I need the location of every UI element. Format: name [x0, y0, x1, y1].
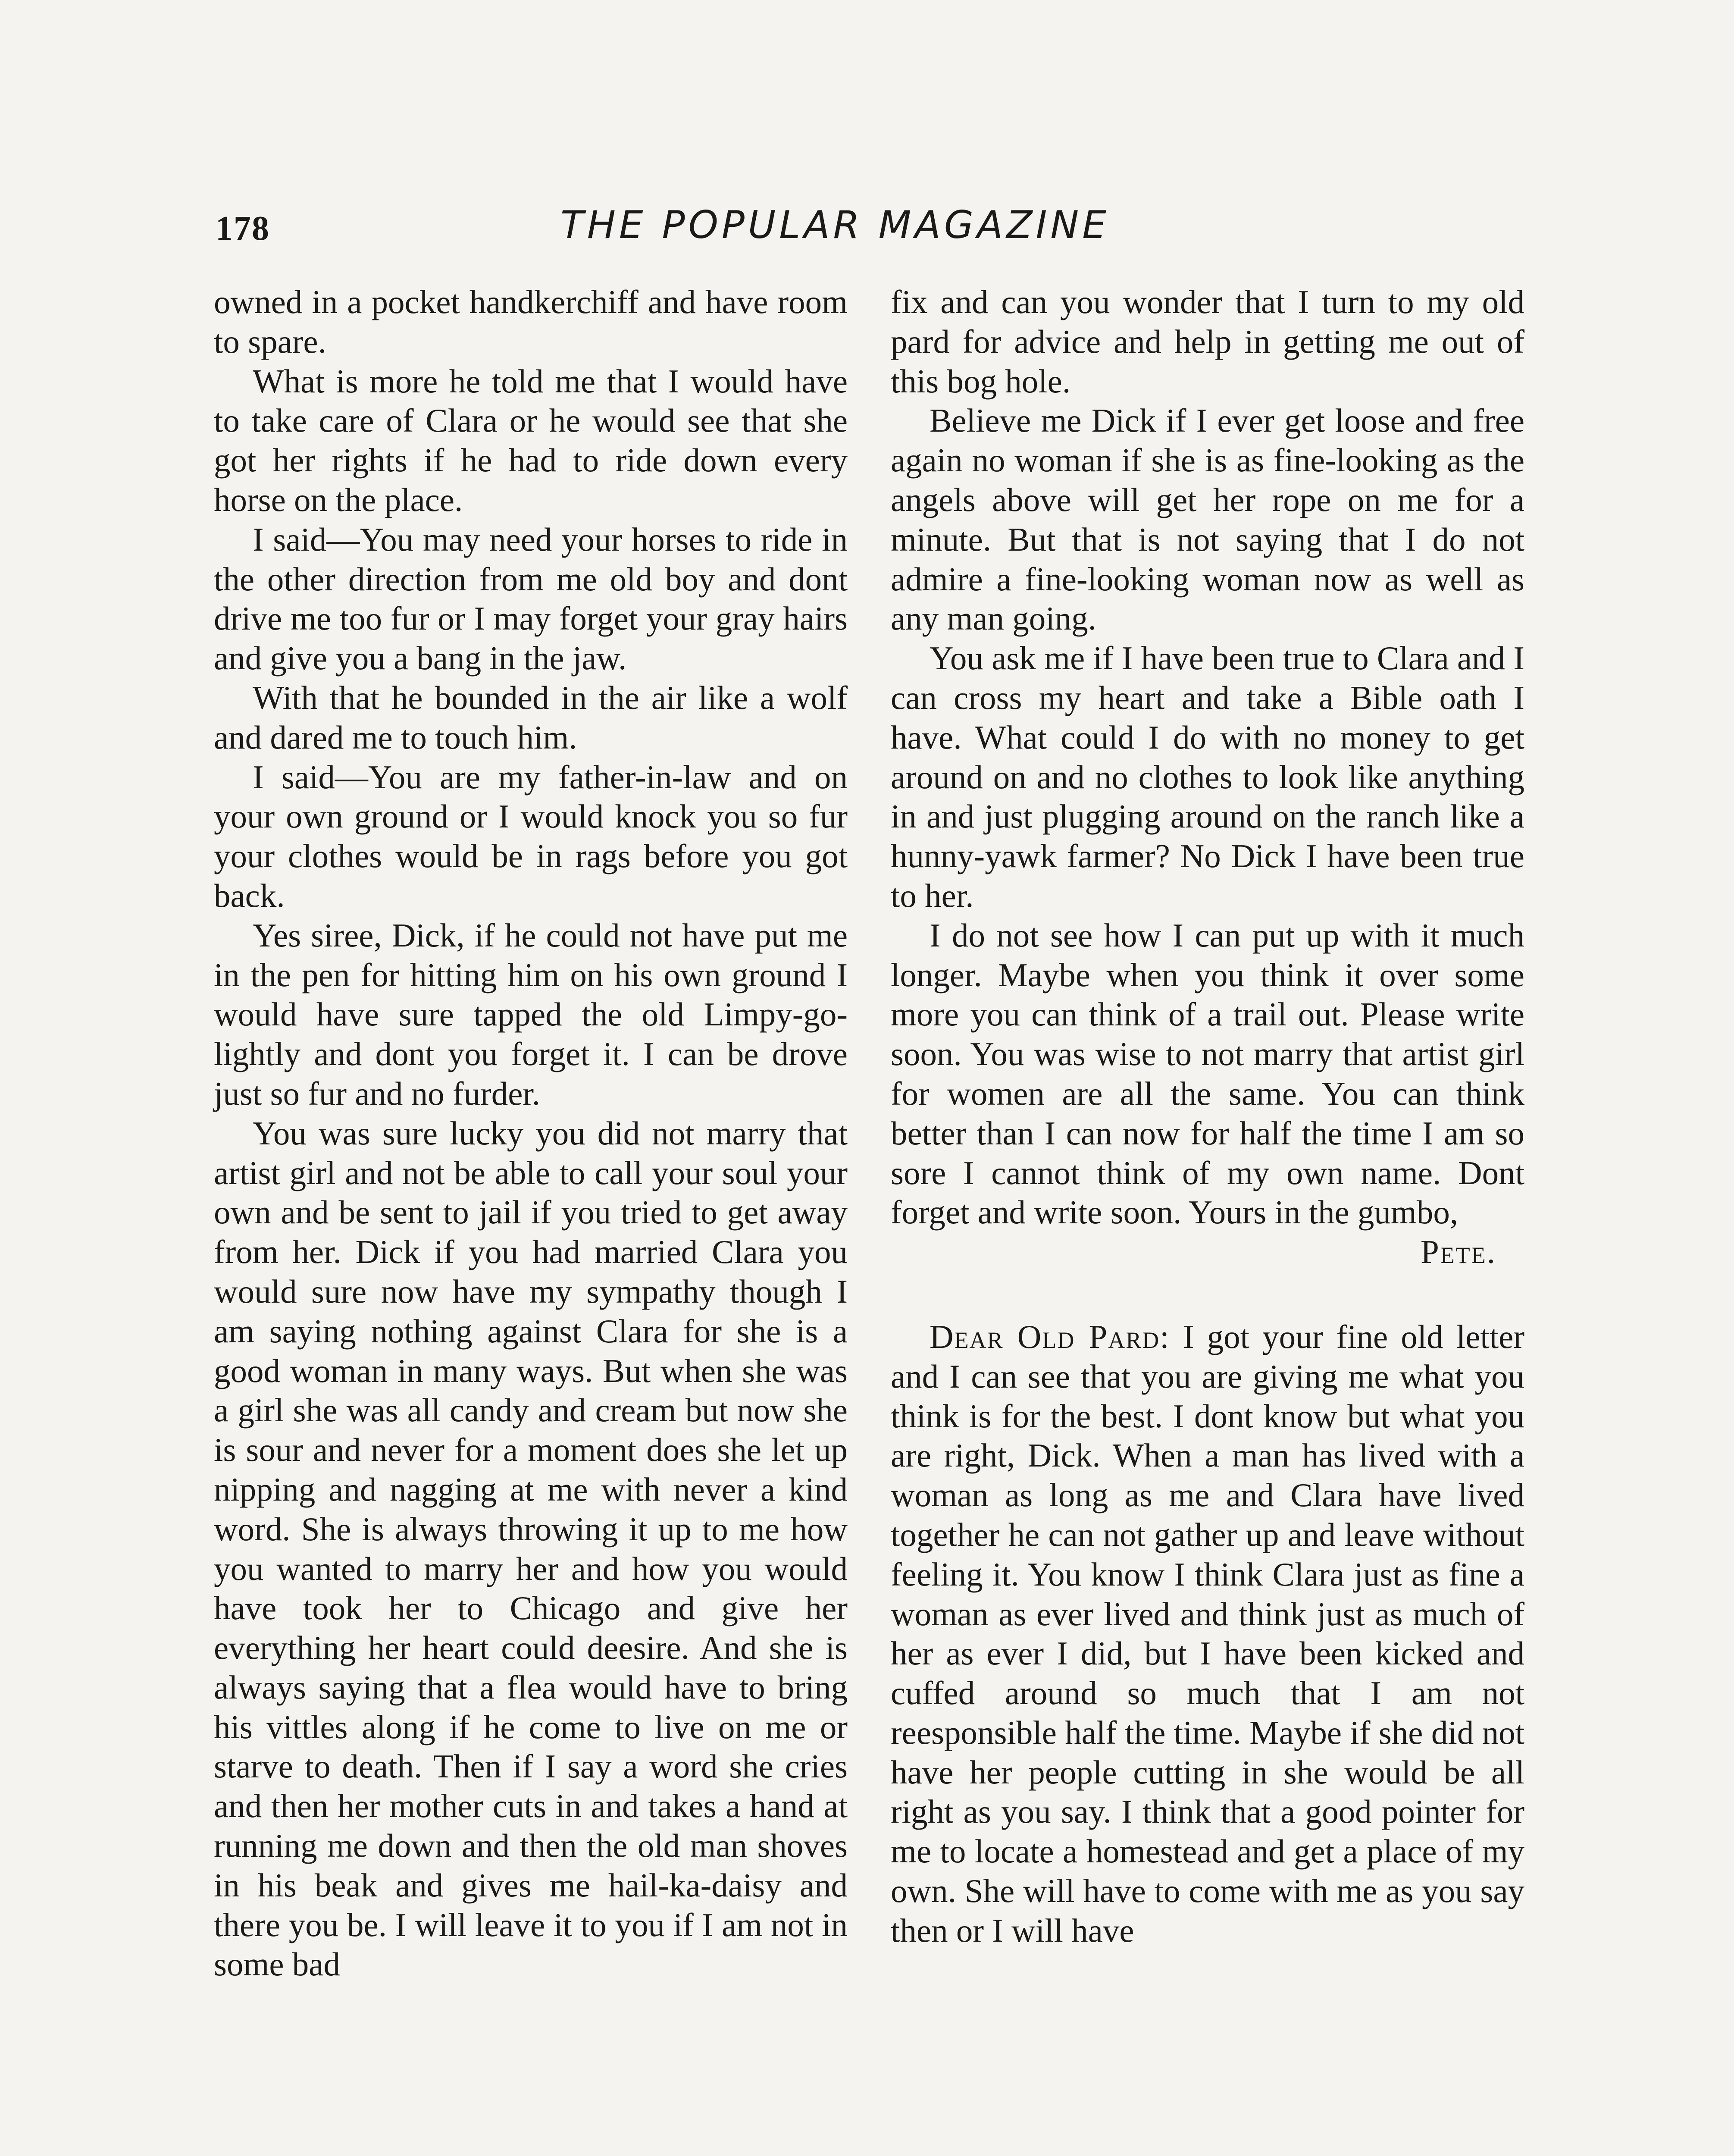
left-column [214, 282, 848, 1984]
right-column [891, 282, 1524, 1951]
page-number: 178 [216, 210, 270, 248]
paragraph: owned in a pocket handkerchiff and have room to spare. [214, 283, 848, 360]
paragraph: Believe me Dick if I ever get loose and free again no woman if she is as fine-looking as the angels above will get her rope on me for a minute. But that is not saying that I do not admire a fine-looking woman now as well as any man going. [891, 402, 1524, 637]
letter-divider-space [891, 1272, 1524, 1317]
letter-opening-text: I got your fine old letter and I can see that you are giving me what you think is for the best. I dont know but what you are right, Dick. When a man has lived with a woman as long as me and Clara have lived together he can not gather up and leave without feeling it. You know I think Clara just as fine a woman as ever lived and think just as much of her as ever I did, but I have been kicked and cuffed around so much that I am not reesponsible half the time. Maybe if she did not have her people cutting in she would be all right as you say. I think that a good pointer for me to locate a homestead and get a place of my own. She will have to come with me as you say then or I will have [891, 1318, 1524, 1949]
paragraph: What is more he told me that I would have to take care of Clara or he would see that she got her rights if he had to ride down every horse on the place. [214, 362, 848, 518]
paragraph: With that he bounded in the air like a wolf and dared me to touch him. [214, 679, 848, 756]
letter-signature: Pete. [1420, 1233, 1496, 1271]
paragraph: You ask me if I have been true to Clara and I can cross my heart and take a Bible oath I have. What could I do with no money to get around on and no clothes to look like anything in and just plugging around on the ranch like a hunny-yawk farmer? No Dick I have been true to her. [891, 639, 1524, 914]
paragraph: I do not see how I can put up with it much longer. Maybe when you think it over some more you can think of a trail out. Please write soon. You was wise to not marry that artist girl for women are all the same. You can think better than I can now for half the time I am so sore I cannot think of my own name. Dont forget and write soon. Yours in the gumbo, [891, 916, 1524, 1231]
paragraph: You was sure lucky you did not marry that artist girl and not be able to call your soul your own and be sent to jail if you tried to get away from her. Dick if you had married Clara you would sure now have my sympathy though I am saying nothing against Clara for she is a good woman in many ways. But when she was a girl she was all candy and cream but now she is sour and never for a moment does she let up nipping and nagging at me with never a kind word. She is always throwing it up to me how you wanted to marry her and how you would have took her to Chicago and give her everything her heart could deesire. And she is always saying that a flea would have to bring his vittles along if he come to live on me or starve to death. Then if I say a word she cries and then her mother cuts in and takes a hand at running me down and then the old man shoves in his beak and gives me hail-ka-daisy and there you be. I will leave it to you if I am not in some bad [214, 1114, 848, 1983]
paragraph: I said—You are my father-in-law and on your own ground or I would knock you so fur your clothes would be in rags before you got back. [214, 758, 848, 914]
letter-salutation: Dear Old Pard: [930, 1318, 1170, 1355]
letter-opening-paragraph [891, 1317, 1524, 1951]
paragraph: I said—You may need your horses to ride in the other direction from me old boy and dont drive me too fur or I may forget your gray hairs and give you a bang in the jaw. [214, 520, 848, 677]
running-head-title: THE POPULAR MAGAZINE [560, 203, 1110, 247]
paragraph: fix and can you wonder that I turn to my old pard for advice and help in getting me out of this bog hole. [891, 283, 1524, 400]
paragraph: Yes siree, Dick, if he could not have put me in the pen for hitting him on his own ground I would have sure tapped the old Limpy-go-lightly and dont you forget it. I can be drove just so fur and no furder. [214, 916, 848, 1112]
